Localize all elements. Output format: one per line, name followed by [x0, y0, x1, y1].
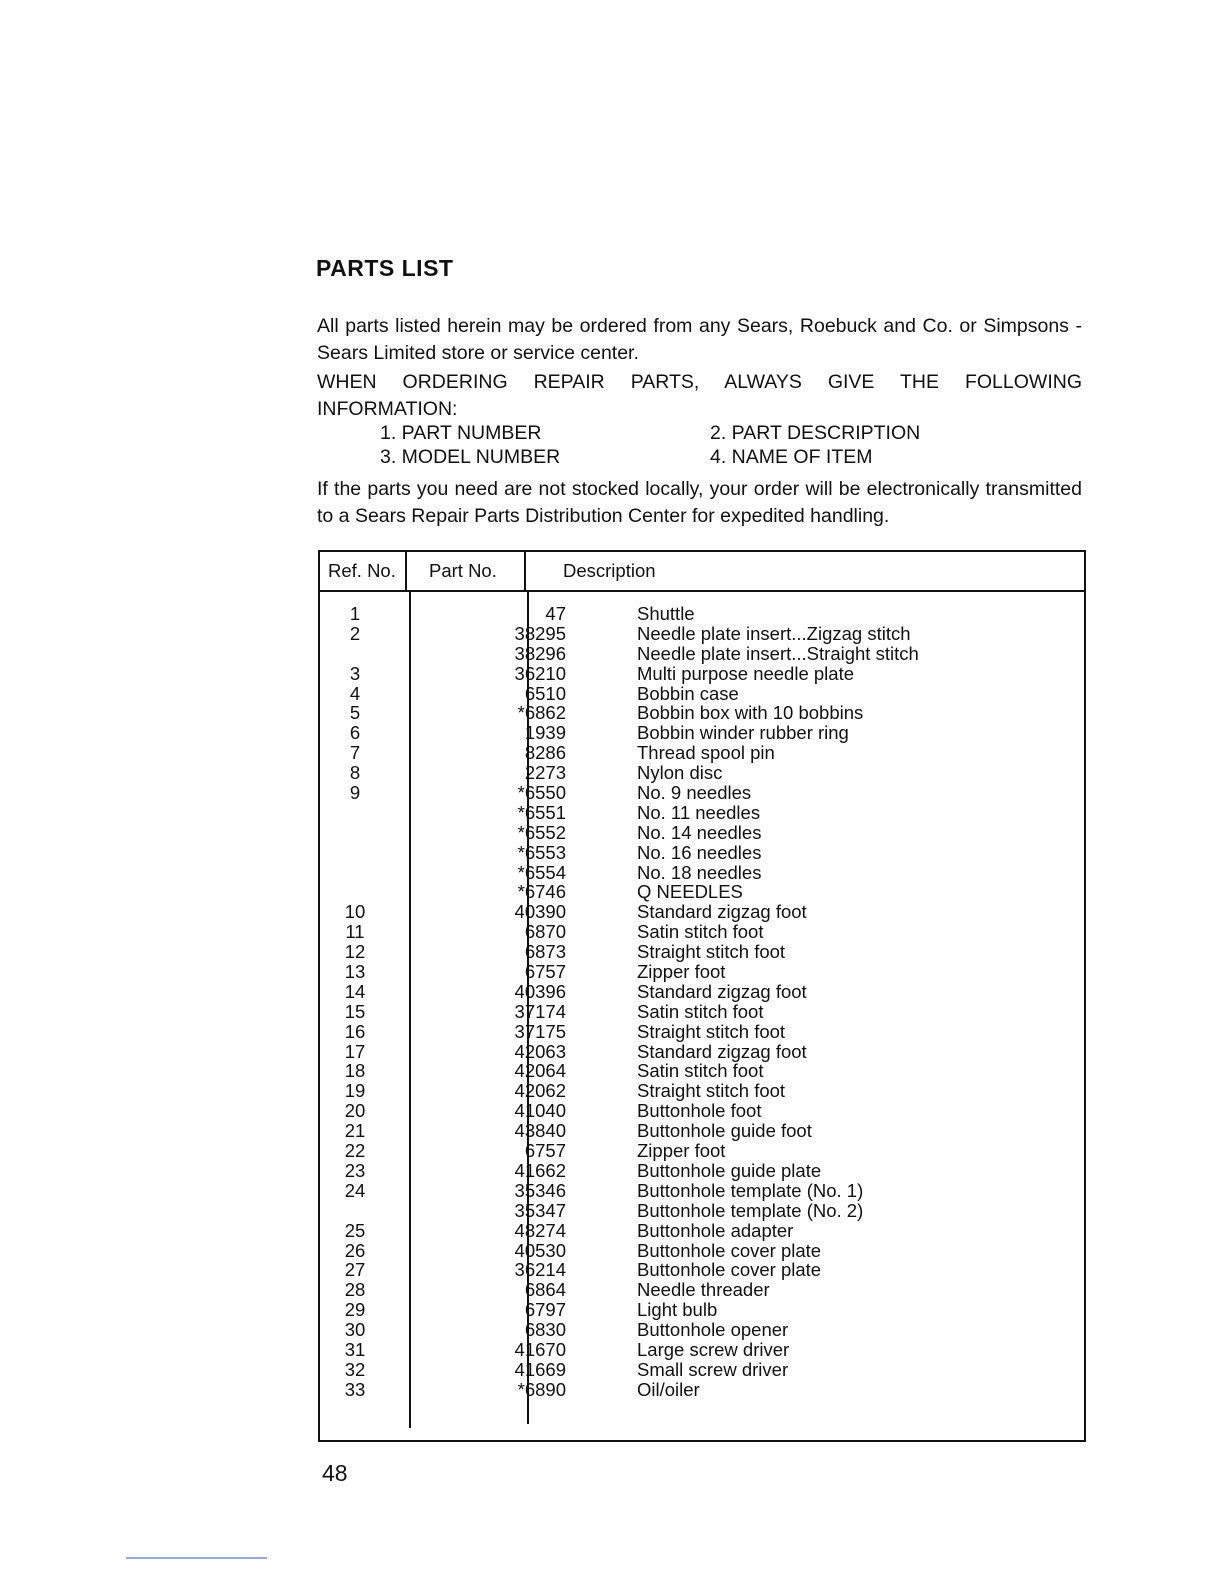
table-row — [320, 684, 1080, 704]
table-row — [320, 604, 1080, 624]
description-cell: Light bulb — [637, 1299, 718, 1321]
description-cell: Buttonhole template (No. 2) — [637, 1199, 864, 1221]
part-no-cell: 40530 — [514, 1239, 566, 1261]
page-title: PARTS LIST — [316, 255, 454, 281]
part-no-cell: 1939 — [524, 722, 566, 744]
ref-no-cell: 33 — [344, 1378, 366, 1400]
part-no-cell: *6550 — [517, 782, 566, 804]
table-row — [320, 863, 1080, 883]
ordering-item: 1. PART NUMBER — [380, 422, 542, 444]
table-row — [320, 982, 1080, 1002]
ref-no-cell: 14 — [344, 980, 366, 1002]
part-no-cell: 41670 — [514, 1338, 566, 1360]
part-no-cell: 35347 — [514, 1199, 566, 1221]
table-row — [320, 743, 1080, 763]
ordering-item: 3. MODEL NUMBER — [380, 446, 561, 468]
description-cell: Oil/oiler — [637, 1378, 700, 1400]
ref-no-cell: 29 — [344, 1299, 366, 1321]
description-cell: Needle plate insert...Zigzag stitch — [637, 622, 911, 644]
ref-no-cell: 12 — [344, 941, 366, 963]
ref-no-cell: 8 — [349, 762, 361, 784]
table-row — [320, 922, 1080, 942]
ref-no-cell — [320, 863, 390, 883]
table-row — [320, 843, 1080, 863]
ordering-item: 4. NAME OF ITEM — [710, 446, 873, 468]
page-number: 48 — [322, 1460, 348, 1486]
table-row — [320, 1181, 1080, 1201]
part-no-cell: 37174 — [514, 1000, 566, 1022]
ref-no-cell: 4 — [349, 682, 361, 704]
table-row — [320, 902, 1080, 922]
ref-no-cell: 30 — [344, 1319, 366, 1341]
table-row — [320, 1002, 1080, 1022]
part-no-cell: 2273 — [524, 762, 566, 784]
description-cell: Buttonhole guide foot — [637, 1120, 812, 1142]
table-row — [320, 1380, 1080, 1400]
part-no-cell: 38296 — [514, 642, 566, 664]
ref-no-cell: 11 — [345, 921, 365, 943]
part-no-cell: 6797 — [524, 1299, 566, 1321]
table-row — [320, 803, 1080, 823]
description-cell: No. 11 needles — [637, 801, 761, 823]
ref-no-cell: 26 — [344, 1239, 366, 1261]
ref-no-cell: 19 — [344, 1080, 366, 1102]
part-no-cell: *6746 — [517, 881, 566, 903]
description-cell: No. 18 needles — [637, 861, 762, 883]
ref-no-cell: 17 — [344, 1040, 366, 1062]
description-cell: Satin stitch foot — [637, 1060, 764, 1082]
description-cell: Shuttle — [637, 603, 695, 624]
description-cell: Multi purpose needle plate — [637, 662, 855, 684]
table-row — [320, 962, 1080, 982]
part-no-cell: 40396 — [514, 980, 566, 1002]
ref-no-cell: 25 — [344, 1219, 366, 1241]
description-cell: Buttonhole cover plate — [637, 1259, 822, 1281]
ref-no-cell — [320, 644, 390, 664]
ref-no-cell: 32 — [344, 1358, 366, 1380]
ref-no-cell: 20 — [344, 1100, 366, 1122]
description-cell: Straight stitch foot — [637, 1080, 786, 1102]
part-no-cell: 6873 — [524, 941, 566, 963]
ref-no-cell: 24 — [344, 1179, 366, 1201]
part-no-cell: 41040 — [514, 1100, 566, 1122]
table-row — [320, 1081, 1080, 1101]
table-row — [320, 1300, 1080, 1320]
ref-no-cell: 9 — [349, 782, 361, 804]
parts-table-body — [320, 604, 1080, 1400]
part-no-cell: 41662 — [514, 1159, 566, 1181]
table-row — [320, 644, 1080, 664]
description-cell: Large screw driver — [637, 1338, 790, 1360]
table-row — [320, 1141, 1080, 1161]
ref-no-cell: 21 — [344, 1120, 366, 1142]
ref-no-cell — [320, 882, 390, 902]
ref-no-cell: 28 — [344, 1279, 366, 1301]
table-row — [320, 1161, 1080, 1181]
table-row — [320, 1360, 1080, 1380]
ref-no-cell: 3 — [349, 662, 361, 684]
ref-no-cell — [320, 843, 390, 863]
description-cell: Satin stitch foot — [637, 1000, 764, 1022]
description-cell: Buttonhole cover plate — [637, 1239, 822, 1261]
part-no-cell: 41669 — [514, 1358, 566, 1380]
description-cell: Buttonhole template (No. 1) — [637, 1179, 864, 1201]
column-divider — [405, 550, 407, 590]
ref-no-cell — [320, 1201, 390, 1221]
table-row — [320, 1061, 1080, 1081]
stock-note-paragraph: If the parts you need are not stocked locally, your order will be electronically transmitted to a Sears Repair Parts Distribution Center for expedited handling. — [317, 478, 1082, 527]
part-no-cell: 38295 — [514, 622, 566, 644]
table-row — [320, 664, 1080, 684]
table-row — [320, 1280, 1080, 1300]
ordering-heading: WHEN ORDERING REPAIR PARTS, ALWAYS GIVE THE FOLLOWING INFORMATION: — [317, 371, 1082, 420]
description-cell: Small screw driver — [637, 1358, 789, 1380]
part-no-cell: *6552 — [517, 821, 566, 843]
table-row — [320, 823, 1080, 843]
description-cell: Needle plate insert...Straight stitch — [637, 642, 919, 664]
header-ref-no: Ref. No. — [328, 560, 396, 581]
part-no-cell: 43840 — [514, 1120, 566, 1142]
description-cell: Standard zigzag foot — [637, 980, 807, 1002]
ref-no-cell: 27 — [344, 1259, 366, 1281]
description-cell: Zipper foot — [637, 1140, 726, 1162]
table-row — [320, 783, 1080, 803]
part-no-cell: 6510 — [524, 682, 566, 704]
ordering-info-list — [380, 421, 1000, 469]
part-no-cell: 36210 — [514, 662, 566, 684]
part-no-cell: 37175 — [514, 1020, 566, 1042]
ref-no-cell: 22 — [344, 1140, 366, 1162]
description-cell: Buttonhole opener — [637, 1319, 789, 1341]
part-no-cell: 35346 — [514, 1179, 566, 1201]
table-row — [320, 723, 1080, 743]
description-cell: Q NEEDLES — [637, 881, 743, 903]
ref-no-cell — [320, 823, 390, 843]
ref-no-cell: 5 — [349, 702, 361, 724]
description-cell: Zipper foot — [637, 961, 726, 983]
description-cell: Satin stitch foot — [637, 921, 764, 943]
part-no-cell: 47 — [545, 603, 566, 624]
part-no-cell: 42062 — [514, 1080, 566, 1102]
ordering-item: 2. PART DESCRIPTION — [710, 422, 921, 444]
part-no-cell: *6554 — [517, 861, 566, 883]
table-row — [320, 1022, 1080, 1042]
part-no-cell: 6830 — [524, 1319, 566, 1341]
table-row — [320, 1241, 1080, 1261]
ref-no-cell: 7 — [349, 742, 361, 764]
table-row — [320, 942, 1080, 962]
description-cell: Nylon disc — [637, 762, 723, 784]
ref-no-cell: 13 — [344, 961, 366, 983]
description-cell: No. 16 needles — [637, 841, 762, 863]
part-no-cell: *6862 — [517, 702, 566, 724]
ref-no-cell: 1 — [349, 603, 361, 624]
column-divider — [524, 550, 526, 590]
table-row — [320, 1201, 1080, 1221]
ref-no-cell — [320, 803, 390, 823]
ref-no-cell: 18 — [344, 1060, 366, 1082]
part-no-cell: 36214 — [514, 1259, 566, 1281]
table-row — [320, 1340, 1080, 1360]
description-cell: Standard zigzag foot — [637, 1040, 807, 1062]
ref-no-cell: 16 — [344, 1020, 366, 1042]
description-cell: Standard zigzag foot — [637, 901, 807, 923]
table-row — [320, 1042, 1080, 1062]
header-part-no: Part No. — [429, 560, 497, 581]
description-cell: Straight stitch foot — [637, 1020, 786, 1042]
part-no-cell: *6551 — [517, 801, 566, 823]
part-no-cell: 40390 — [514, 901, 566, 923]
part-no-cell: 6870 — [524, 921, 566, 943]
description-cell: Buttonhole guide plate — [637, 1159, 822, 1181]
description-cell: Bobbin case — [637, 682, 739, 704]
ref-no-cell: 31 — [344, 1338, 366, 1360]
table-row — [320, 1260, 1080, 1280]
part-no-cell: 6864 — [524, 1279, 566, 1301]
ref-no-cell: 6 — [349, 722, 361, 744]
part-no-cell: 48274 — [514, 1219, 566, 1241]
description-cell: Needle threader — [637, 1279, 770, 1301]
part-no-cell: 8286 — [524, 742, 566, 764]
description-cell: Bobbin box with 10 bobbins — [637, 702, 864, 724]
description-cell: Thread spool pin — [637, 742, 775, 764]
part-no-cell: *6553 — [517, 841, 566, 863]
description-cell: No. 14 needles — [637, 821, 762, 843]
bottom-rule — [126, 1557, 267, 1559]
ref-no-cell: 10 — [344, 901, 366, 923]
table-row — [320, 1320, 1080, 1340]
part-no-cell: 42063 — [514, 1040, 566, 1062]
part-no-cell: *6890 — [517, 1378, 566, 1400]
part-no-cell: 6757 — [524, 961, 566, 983]
description-cell: Buttonhole foot — [637, 1100, 762, 1122]
description-cell: Straight stitch foot — [637, 941, 786, 963]
intro-paragraph: All parts listed herein may be ordered from any Sears, Roebuck and Co. or Simpsons - Sears Limited store or service center. — [317, 315, 1082, 364]
ref-no-cell: 15 — [344, 1000, 366, 1022]
table-row — [320, 703, 1080, 723]
table-row — [320, 624, 1080, 644]
part-no-cell: 42064 — [514, 1060, 566, 1082]
table-row — [320, 882, 1080, 902]
table-row — [320, 1221, 1080, 1241]
description-cell: No. 9 needles — [637, 782, 752, 804]
table-row — [320, 763, 1080, 783]
header-description: Description — [563, 560, 656, 581]
part-no-cell: 6757 — [524, 1140, 566, 1162]
table-header-divider — [318, 590, 1086, 592]
ref-no-cell: 23 — [344, 1159, 366, 1181]
description-cell: Buttonhole adapter — [637, 1219, 794, 1241]
description-cell: Bobbin winder rubber ring — [637, 722, 849, 744]
table-row — [320, 1121, 1080, 1141]
ref-no-cell: 2 — [349, 622, 361, 644]
table-row — [320, 1101, 1080, 1121]
